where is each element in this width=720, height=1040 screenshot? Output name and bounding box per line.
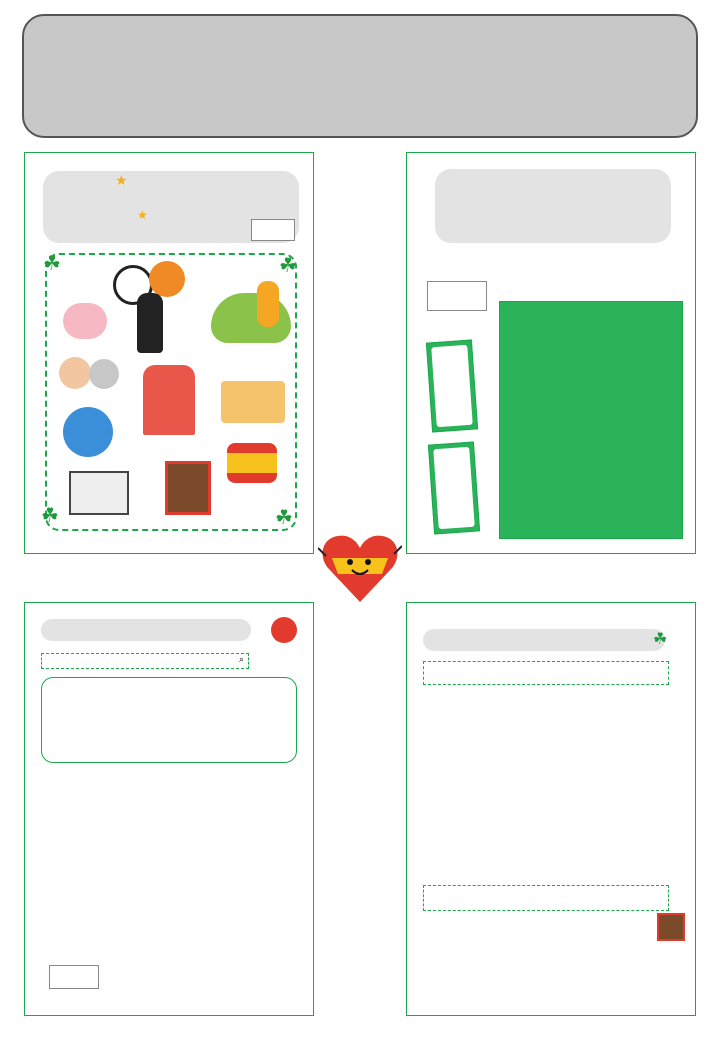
- player-icon: [137, 293, 163, 353]
- sheet2-header: [435, 169, 671, 243]
- clover-icon: ☘: [275, 505, 293, 529]
- pineapple-icon: [257, 281, 279, 327]
- logo: [49, 965, 99, 989]
- fruit-bowl-icon: [211, 293, 291, 343]
- grandparents-icon: [59, 357, 91, 389]
- heart-mascot-icon: [318, 528, 402, 608]
- clover-icon: ☘: [279, 253, 297, 277]
- logo: [427, 281, 487, 311]
- card-grid: [503, 305, 679, 535]
- clover-icon: ☘: [653, 629, 668, 648]
- task2-box: [423, 885, 669, 911]
- piggy-bank-icon: [63, 303, 107, 339]
- sheet4-header: [423, 629, 668, 651]
- sheet-quien-quiere: [24, 602, 314, 1016]
- clues-box: [41, 677, 297, 763]
- logic-grid: [49, 767, 293, 943]
- task-box: [41, 653, 249, 669]
- game-card: [428, 442, 480, 535]
- sheet-verbo-querer: [406, 602, 696, 1016]
- globe-icon: [63, 407, 113, 457]
- sheet-bildkarten: [24, 152, 314, 554]
- no-chocolate-icon: [657, 913, 685, 941]
- help-table: [429, 983, 679, 1011]
- title-banner: [22, 14, 698, 138]
- no-chocolate-icon: [165, 461, 211, 515]
- clover-icon: ☘: [41, 503, 59, 527]
- helping-elderly-icon: [143, 365, 195, 435]
- star-icon: ★: [115, 173, 128, 189]
- clover-icon: ☘: [43, 251, 61, 275]
- books-icon: [69, 471, 129, 515]
- sheet-yo-tengo: [406, 152, 696, 554]
- living-room-icon: [221, 381, 285, 423]
- grandparents-icon: [89, 359, 119, 389]
- game-card: [426, 340, 478, 433]
- logo: [251, 219, 295, 241]
- task1-box: [423, 661, 669, 685]
- basketball-icon: [149, 261, 185, 297]
- speech-flag-icon: [227, 443, 277, 483]
- heart-mascot-icon: [271, 617, 297, 643]
- search-icon: ⌕: [239, 655, 245, 665]
- sheet3-header: [41, 619, 251, 641]
- star-icon: ★: [137, 208, 148, 222]
